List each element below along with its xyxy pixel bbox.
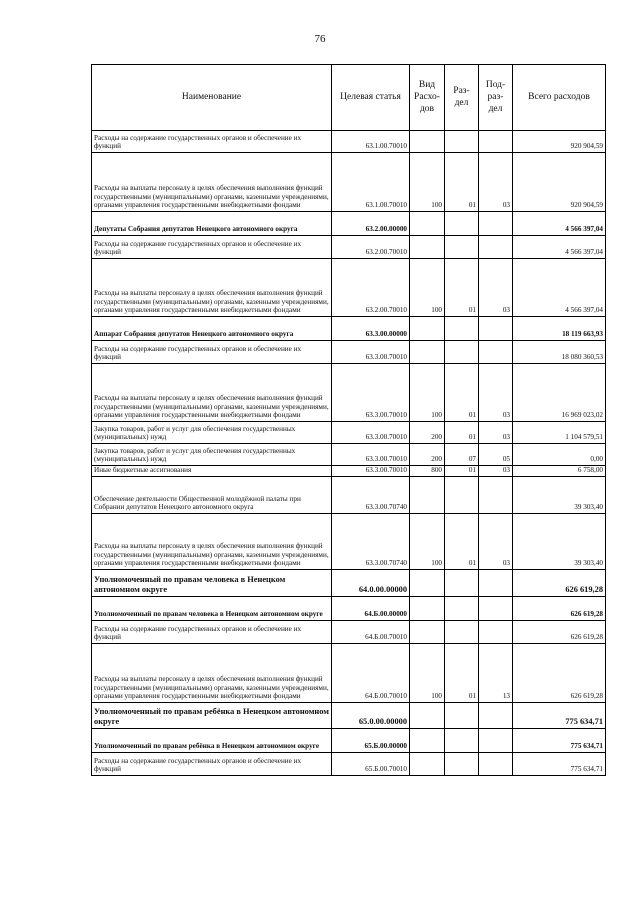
table-row (92, 753, 606, 776)
cell-kind (410, 570, 445, 597)
cell-name: Расходы на содержание государственных органов и обеспечение их функций (92, 236, 332, 259)
cell-name: Иные бюджетные ассигнования (92, 466, 332, 477)
table-row (92, 514, 606, 570)
table-row (92, 597, 606, 621)
cell-subsection: 03 (479, 466, 513, 477)
cell-subsection (479, 236, 513, 259)
cell-kind (410, 753, 445, 776)
cell-subsection (479, 212, 513, 236)
cell-kind (410, 621, 445, 644)
cell-subsection (479, 317, 513, 341)
cell-section (445, 703, 479, 729)
cell-total: 4 566 397,04 (513, 236, 606, 259)
cell-name: Расходы на содержание государственных органов и обеспечение их функций (92, 753, 332, 776)
cell-kind (410, 729, 445, 753)
cell-total: 626 619,28 (513, 597, 606, 621)
cell-kind (410, 597, 445, 621)
cell-total: 6 758,00 (513, 466, 606, 477)
cell-code: 63.2.00.70010 (332, 236, 410, 259)
cell-name: Уполномоченный по правам человека в Ненецком автономном округе (92, 597, 332, 621)
cell-kind (410, 341, 445, 364)
cell-name: Уполномоченный по правам ребёнка в Ненецком автономном округе (92, 703, 332, 729)
cell-total: 775 634,71 (513, 753, 606, 776)
cell-kind (410, 212, 445, 236)
table-row (92, 644, 606, 703)
cell-kind: 800 (410, 466, 445, 477)
header-subsection: Под-раз-дел (479, 65, 513, 131)
cell-name: Расходы на выплаты персоналу в целях обеспечения выполнения функций государственными (муниципальными) органами, казенными учреждениями, органами управления государственными внебюджетными фондами (92, 153, 332, 212)
cell-code: 64.Б.00.70010 (332, 621, 410, 644)
cell-total: 920 904,59 (513, 131, 606, 153)
cell-code: 64.Б.00.00000 (332, 597, 410, 621)
table-body (92, 131, 606, 776)
cell-subsection (479, 729, 513, 753)
cell-name: Обеспечение деятельности Общественной молодёжной палаты при Собрании депутатов Ненецкого автономного округа (92, 477, 332, 514)
cell-subsection: 05 (479, 444, 513, 466)
cell-name: Расходы на содержание государственных органов и обеспечение их функций (92, 621, 332, 644)
cell-subsection (479, 621, 513, 644)
cell-total: 626 619,28 (513, 644, 606, 703)
cell-subsection (479, 341, 513, 364)
cell-total: 1 104 579,51 (513, 422, 606, 444)
table-row (92, 317, 606, 341)
cell-total: 4 566 397,04 (513, 259, 606, 317)
cell-section (445, 729, 479, 753)
cell-section: 01 (445, 644, 479, 703)
cell-name: Расходы на выплаты персоналу в целях обеспечения выполнения функций государственными (муниципальными) органами, казенными учреждениями, органами управления государственными внебюджетными фондами (92, 259, 332, 317)
cell-name: Уполномоченный по правам человека в Ненецком автономном округе (92, 570, 332, 597)
table-row (92, 570, 606, 597)
table-row (92, 364, 606, 422)
cell-name: Закупка товаров, работ и услуг для обеспечения государственных (муниципальных) нужд (92, 444, 332, 466)
cell-total: 4 566 397,04 (513, 212, 606, 236)
header-total: Всего расходов (513, 65, 606, 131)
cell-total: 920 904,59 (513, 153, 606, 212)
cell-name: Расходы на выплаты персоналу в целях обеспечения выполнения функций государственными (муниципальными) органами, казенными учреждениями, органами управления государственными внебюджетными фондами (92, 644, 332, 703)
cell-kind: 100 (410, 364, 445, 422)
cell-subsection: 03 (479, 514, 513, 570)
cell-name: Расходы на выплаты персоналу в целях обеспечения выполнения функций государственными (муниципальными) органами, казенными учреждениями, органами управления государственными внебюджетными фондами (92, 514, 332, 570)
cell-code: 63.3.00.70740 (332, 514, 410, 570)
cell-name: Аппарат Собрания депутатов Ненецкого автономного округа (92, 317, 332, 341)
cell-section (445, 570, 479, 597)
cell-kind: 100 (410, 259, 445, 317)
cell-kind (410, 131, 445, 153)
cell-total: 18 080 360,53 (513, 341, 606, 364)
cell-total: 18 119 663,93 (513, 317, 606, 341)
cell-code: 65.Б.00.00000 (332, 729, 410, 753)
cell-section (445, 236, 479, 259)
table-row (92, 341, 606, 364)
cell-code: 63.3.00.70010 (332, 422, 410, 444)
cell-total: 16 969 023,02 (513, 364, 606, 422)
cell-section (445, 317, 479, 341)
cell-kind: 200 (410, 422, 445, 444)
cell-code: 63.3.00.70740 (332, 477, 410, 514)
cell-kind (410, 317, 445, 341)
cell-subsection (479, 597, 513, 621)
cell-name: Расходы на содержание государственных органов и обеспечение их функций (92, 341, 332, 364)
cell-section: 01 (445, 364, 479, 422)
cell-section (445, 621, 479, 644)
cell-name: Депутаты Собрания депутатов Ненецкого автономного округа (92, 212, 332, 236)
cell-section: 01 (445, 259, 479, 317)
cell-subsection (479, 131, 513, 153)
cell-code: 63.3.00.70010 (332, 341, 410, 364)
table-row (92, 153, 606, 212)
table-row (92, 131, 606, 153)
cell-name: Уполномоченный по правам ребёнка в Ненецком автономном округе (92, 729, 332, 753)
cell-section: 01 (445, 422, 479, 444)
cell-total: 775 634,71 (513, 703, 606, 729)
page-number: 76 (314, 33, 326, 45)
cell-subsection (479, 703, 513, 729)
cell-kind: 100 (410, 644, 445, 703)
table-row (92, 259, 606, 317)
table-row (92, 236, 606, 259)
cell-total: 39 303,40 (513, 514, 606, 570)
cell-subsection: 03 (479, 364, 513, 422)
cell-subsection: 03 (479, 422, 513, 444)
table-row (92, 703, 606, 729)
cell-section (445, 341, 479, 364)
cell-section: 01 (445, 153, 479, 212)
cell-section (445, 597, 479, 621)
cell-section (445, 753, 479, 776)
cell-code: 64.0.00.00000 (332, 570, 410, 597)
cell-section: 01 (445, 514, 479, 570)
cell-section: 07 (445, 444, 479, 466)
table-row (92, 466, 606, 477)
cell-code: 63.2.00.00000 (332, 212, 410, 236)
header-section: Раз-дел (445, 65, 479, 131)
cell-section (445, 131, 479, 153)
cell-code: 65.0.00.00000 (332, 703, 410, 729)
cell-subsection: 03 (479, 153, 513, 212)
cell-kind: 100 (410, 514, 445, 570)
cell-subsection (479, 477, 513, 514)
header-kind: Вид Расхо-дов (410, 65, 445, 131)
cell-subsection (479, 753, 513, 776)
cell-total: 626 619,28 (513, 621, 606, 644)
cell-name: Расходы на содержание государственных органов и обеспечение их функций (92, 131, 332, 153)
cell-code: 63.1.00.70010 (332, 153, 410, 212)
cell-subsection: 13 (479, 644, 513, 703)
table-row (92, 621, 606, 644)
cell-code: 63.3.00.00000 (332, 317, 410, 341)
table-row (92, 212, 606, 236)
cell-code: 64.Б.00.70010 (332, 644, 410, 703)
cell-kind (410, 236, 445, 259)
budget-table (91, 64, 606, 776)
cell-kind (410, 703, 445, 729)
header-code: Целевая статья (332, 65, 410, 131)
cell-total: 0,00 (513, 444, 606, 466)
cell-total: 775 634,71 (513, 729, 606, 753)
cell-code: 63.3.00.70010 (332, 466, 410, 477)
cell-section (445, 212, 479, 236)
cell-code: 65.Б.00.70010 (332, 753, 410, 776)
header-name: Наименование (92, 65, 332, 131)
cell-kind: 200 (410, 444, 445, 466)
table-row (92, 444, 606, 466)
table-header-row (92, 65, 606, 131)
cell-code: 63.1.00.70010 (332, 131, 410, 153)
table-row (92, 477, 606, 514)
cell-section: 01 (445, 466, 479, 477)
cell-total: 39 303,40 (513, 477, 606, 514)
cell-name: Расходы на выплаты персоналу в целях обеспечения выполнения функций государственными (муниципальными) органами, казенными учреждениями, органами управления государственными внебюджетными фондами (92, 364, 332, 422)
cell-kind: 100 (410, 153, 445, 212)
cell-code: 63.3.00.70010 (332, 444, 410, 466)
cell-code: 63.3.00.70010 (332, 364, 410, 422)
cell-name: Закупка товаров, работ и услуг для обеспечения государственных (муниципальных) нужд (92, 422, 332, 444)
cell-subsection (479, 570, 513, 597)
table-row (92, 729, 606, 753)
cell-code: 63.2.00.70010 (332, 259, 410, 317)
cell-kind (410, 477, 445, 514)
cell-section (445, 477, 479, 514)
table-row (92, 422, 606, 444)
cell-subsection: 03 (479, 259, 513, 317)
cell-total: 626 619,28 (513, 570, 606, 597)
